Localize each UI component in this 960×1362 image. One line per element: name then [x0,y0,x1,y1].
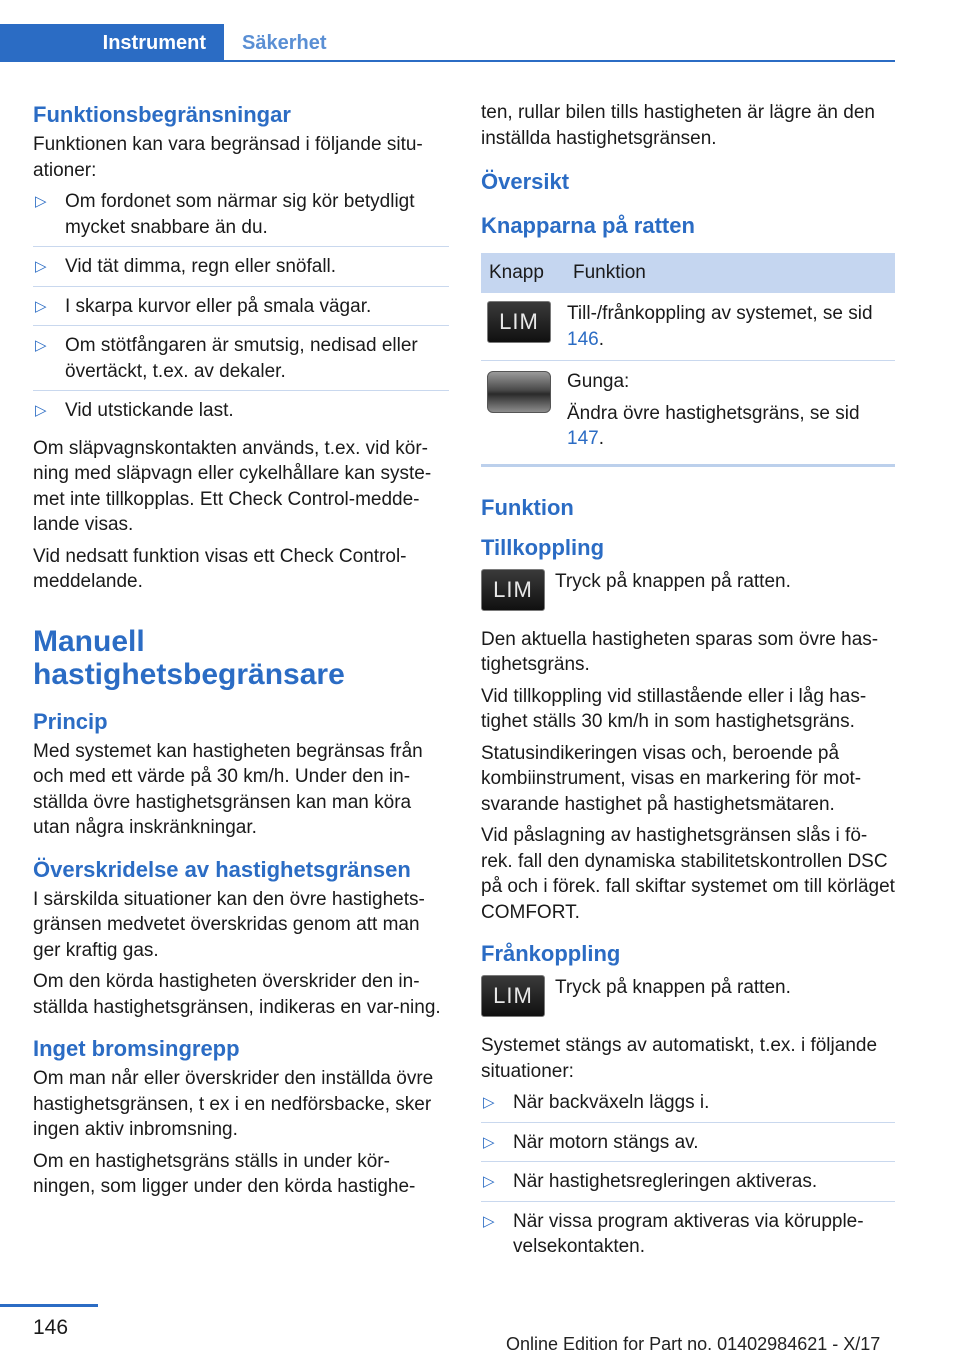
list-item [481,1130,895,1163]
page-number: 146 [33,1316,69,1339]
switch-off-paragraph: Systemet stängs av automatiskt, t.ex. i följande situationer: [481,1035,878,1082]
triangle-bullet-icon: ▷ [35,337,47,354]
list-item-text: Vid tät dimma, regn eller snöfall. [65,256,337,277]
switch-on-text: Tryck på knappen på ratten. [555,570,791,592]
buttons-table [481,253,895,467]
table-cell-function [565,361,895,466]
rocker-switch-icon [487,371,551,413]
switch-off-text: Tryck på knappen på ratten. [555,977,791,998]
heading-switch-off: Frånkoppling [481,941,621,966]
exceed-paragraph-1: I särskilda situationer kan den övre hastighets‐gränsen medvetet överskridas genom att man ger kraftig gas. [33,888,425,961]
switch-on-instruction [481,569,895,615]
lim-button-icon: LIM [487,301,551,343]
heading-steering-buttons: Knapparna på ratten [481,213,695,238]
table-header-key: Knapp [481,253,565,293]
heading-principle: Princip [33,708,108,734]
limits-list [33,189,449,430]
no-brake-paragraph-1: Om man når eller överskrider den inställda övre hastighetsgränsen, t ex i en nedförsbacke, sker ingen aktiv inbromsning. [33,1068,434,1140]
list-item-text: Vid utstickande last. [65,400,234,421]
right-column [481,100,895,1273]
row2-text: Ändra övre hastighetsgräns, se sid [567,402,860,424]
row2-title: Gunga: [567,371,630,392]
table-header-function: Funktion [565,253,895,293]
row1-text: Till-/frånkoppling av systemet, se sid [567,303,873,324]
list-item [33,189,449,247]
tab-sakerhet[interactable]: Säkerhet [242,32,327,54]
list-item [481,1090,895,1123]
triangle-bullet-icon: ▷ [35,193,47,210]
triangle-bullet-icon: ▷ [483,1173,495,1190]
continued-paragraph: ten, rullar bilen tills hastigheten är lägre än den inställda hastighetsgränsen. [481,102,875,149]
list-item [33,294,449,327]
heading-overview: Översikt [481,169,570,194]
list-item [481,1169,895,1202]
heading-switch-on: Tillkoppling [481,534,605,560]
limits-intro: Funktionen kan vara begränsad i följande situ‐ationer: [33,134,423,181]
switch-off-list [481,1090,895,1266]
switch-off-instruction [481,975,895,1021]
list-item-text: I skarpa kurvor eller på smala vägar. [65,295,372,317]
heading-no-brake: Inget bromsingrepp [33,1036,240,1061]
reduced-function-paragraph: Vid nedsatt funktion visas ett Check Control-meddelande. [33,545,407,592]
trailer-paragraph: Om släpvagnskontakten används, t.ex. vid kör‐ning med släpvagn eller cykelhållare kan syste‐met inte tillkopplas. Ett Check Control-medde‐lande visas. [33,437,432,535]
list-item-text: När hastighetsregleringen aktiveras. [513,1171,818,1192]
heading-limits: Funktionsbegränsningar [33,102,291,127]
list-item-text: Om stötfångaren är smutsig, nedisad eller övertäckt, t.ex. av dekaler. [65,335,418,382]
list-item-text: När backväxeln läggs i. [513,1092,710,1113]
triangle-bullet-icon: ▷ [35,258,47,275]
section-title-manual-limiter: Manuell hastighetsbegränsare [33,624,345,691]
list-item-text: När motorn stängs av. [513,1131,699,1153]
triangle-bullet-icon: ▷ [483,1094,495,1111]
heading-function: Funktion [481,494,574,520]
tab-instrument[interactable]: Instrument [0,24,224,62]
edition-footer: Online Edition for Part no. 01402984621 - X/17 [506,1334,881,1354]
triangle-bullet-icon: ▷ [35,402,47,419]
list-item-text: När vissa program aktiveras via körupple‐velsekontakten. [513,1210,864,1257]
principle-paragraph: Med systemet kan hastigheten begränsas från och med ett värde på 30 km/h. Under den in‐ställda övre hastighetsgränsen kan man köra utan några inskränkningar. [33,740,423,838]
table-cell-function: Till-/frånkoppling av systemet, se sid 146. [565,293,895,361]
page-link-147[interactable]: 147 [567,428,599,449]
switch-on-paragraph-3: Statusindikeringen visas och, beroende på kombiinstrument, visas en markering för mot‐svarande hastighet på hastighetsmätaren. [481,742,862,815]
list-item [33,254,449,287]
footer-rule [0,1304,98,1307]
lim-button-icon: LIM [481,975,545,1017]
triangle-bullet-icon: ▷ [483,1133,495,1151]
list-item [481,1209,895,1266]
row2-text-wrap: Ändra övre hastighetsgräns, se sid 147. [567,402,860,449]
page-link-146[interactable]: 146 [567,328,599,350]
table-row [481,293,895,361]
lim-button-icon: LIM [481,569,545,611]
table-row [481,361,895,466]
no-brake-paragraph-2: Om en hastighetsgräns ställs in under kör‐ningen, som ligger under den körda hastighe‐ [33,1150,416,1197]
switch-on-paragraph-2: Vid tillkoppling vid stillastående eller i låg has‐tighet ställs 30 km/h in som hastighetsgräns. [481,685,867,732]
list-item [33,398,449,430]
list-item [33,333,449,391]
switch-on-paragraph-1: Den aktuella hastigheten sparas som övre has‐tighetsgräns. [481,628,879,675]
triangle-bullet-icon: ▷ [35,297,47,315]
heading-exceed: Överskridelse av hastighetsgränsen [33,856,411,882]
switch-on-paragraph-4: Vid påslagning av hastighetsgränsen slås i fö‐rek. fall den dynamiska stabilitetskontrollen DSC på och i förek. fall skiftar systemet om till körläget COMFORT. [481,825,895,923]
chapter-tabbar [0,24,895,62]
left-column [33,100,449,1206]
exceed-paragraph-2: Om den körda hastigheten överskrider den in‐ställda hastighetsgränsen, indikeras en var‐ning. [33,971,441,1018]
list-item-text: Om fordonet som närmar sig kör betydligt mycket snabbare än du. [65,191,415,238]
triangle-bullet-icon: ▷ [483,1212,495,1230]
